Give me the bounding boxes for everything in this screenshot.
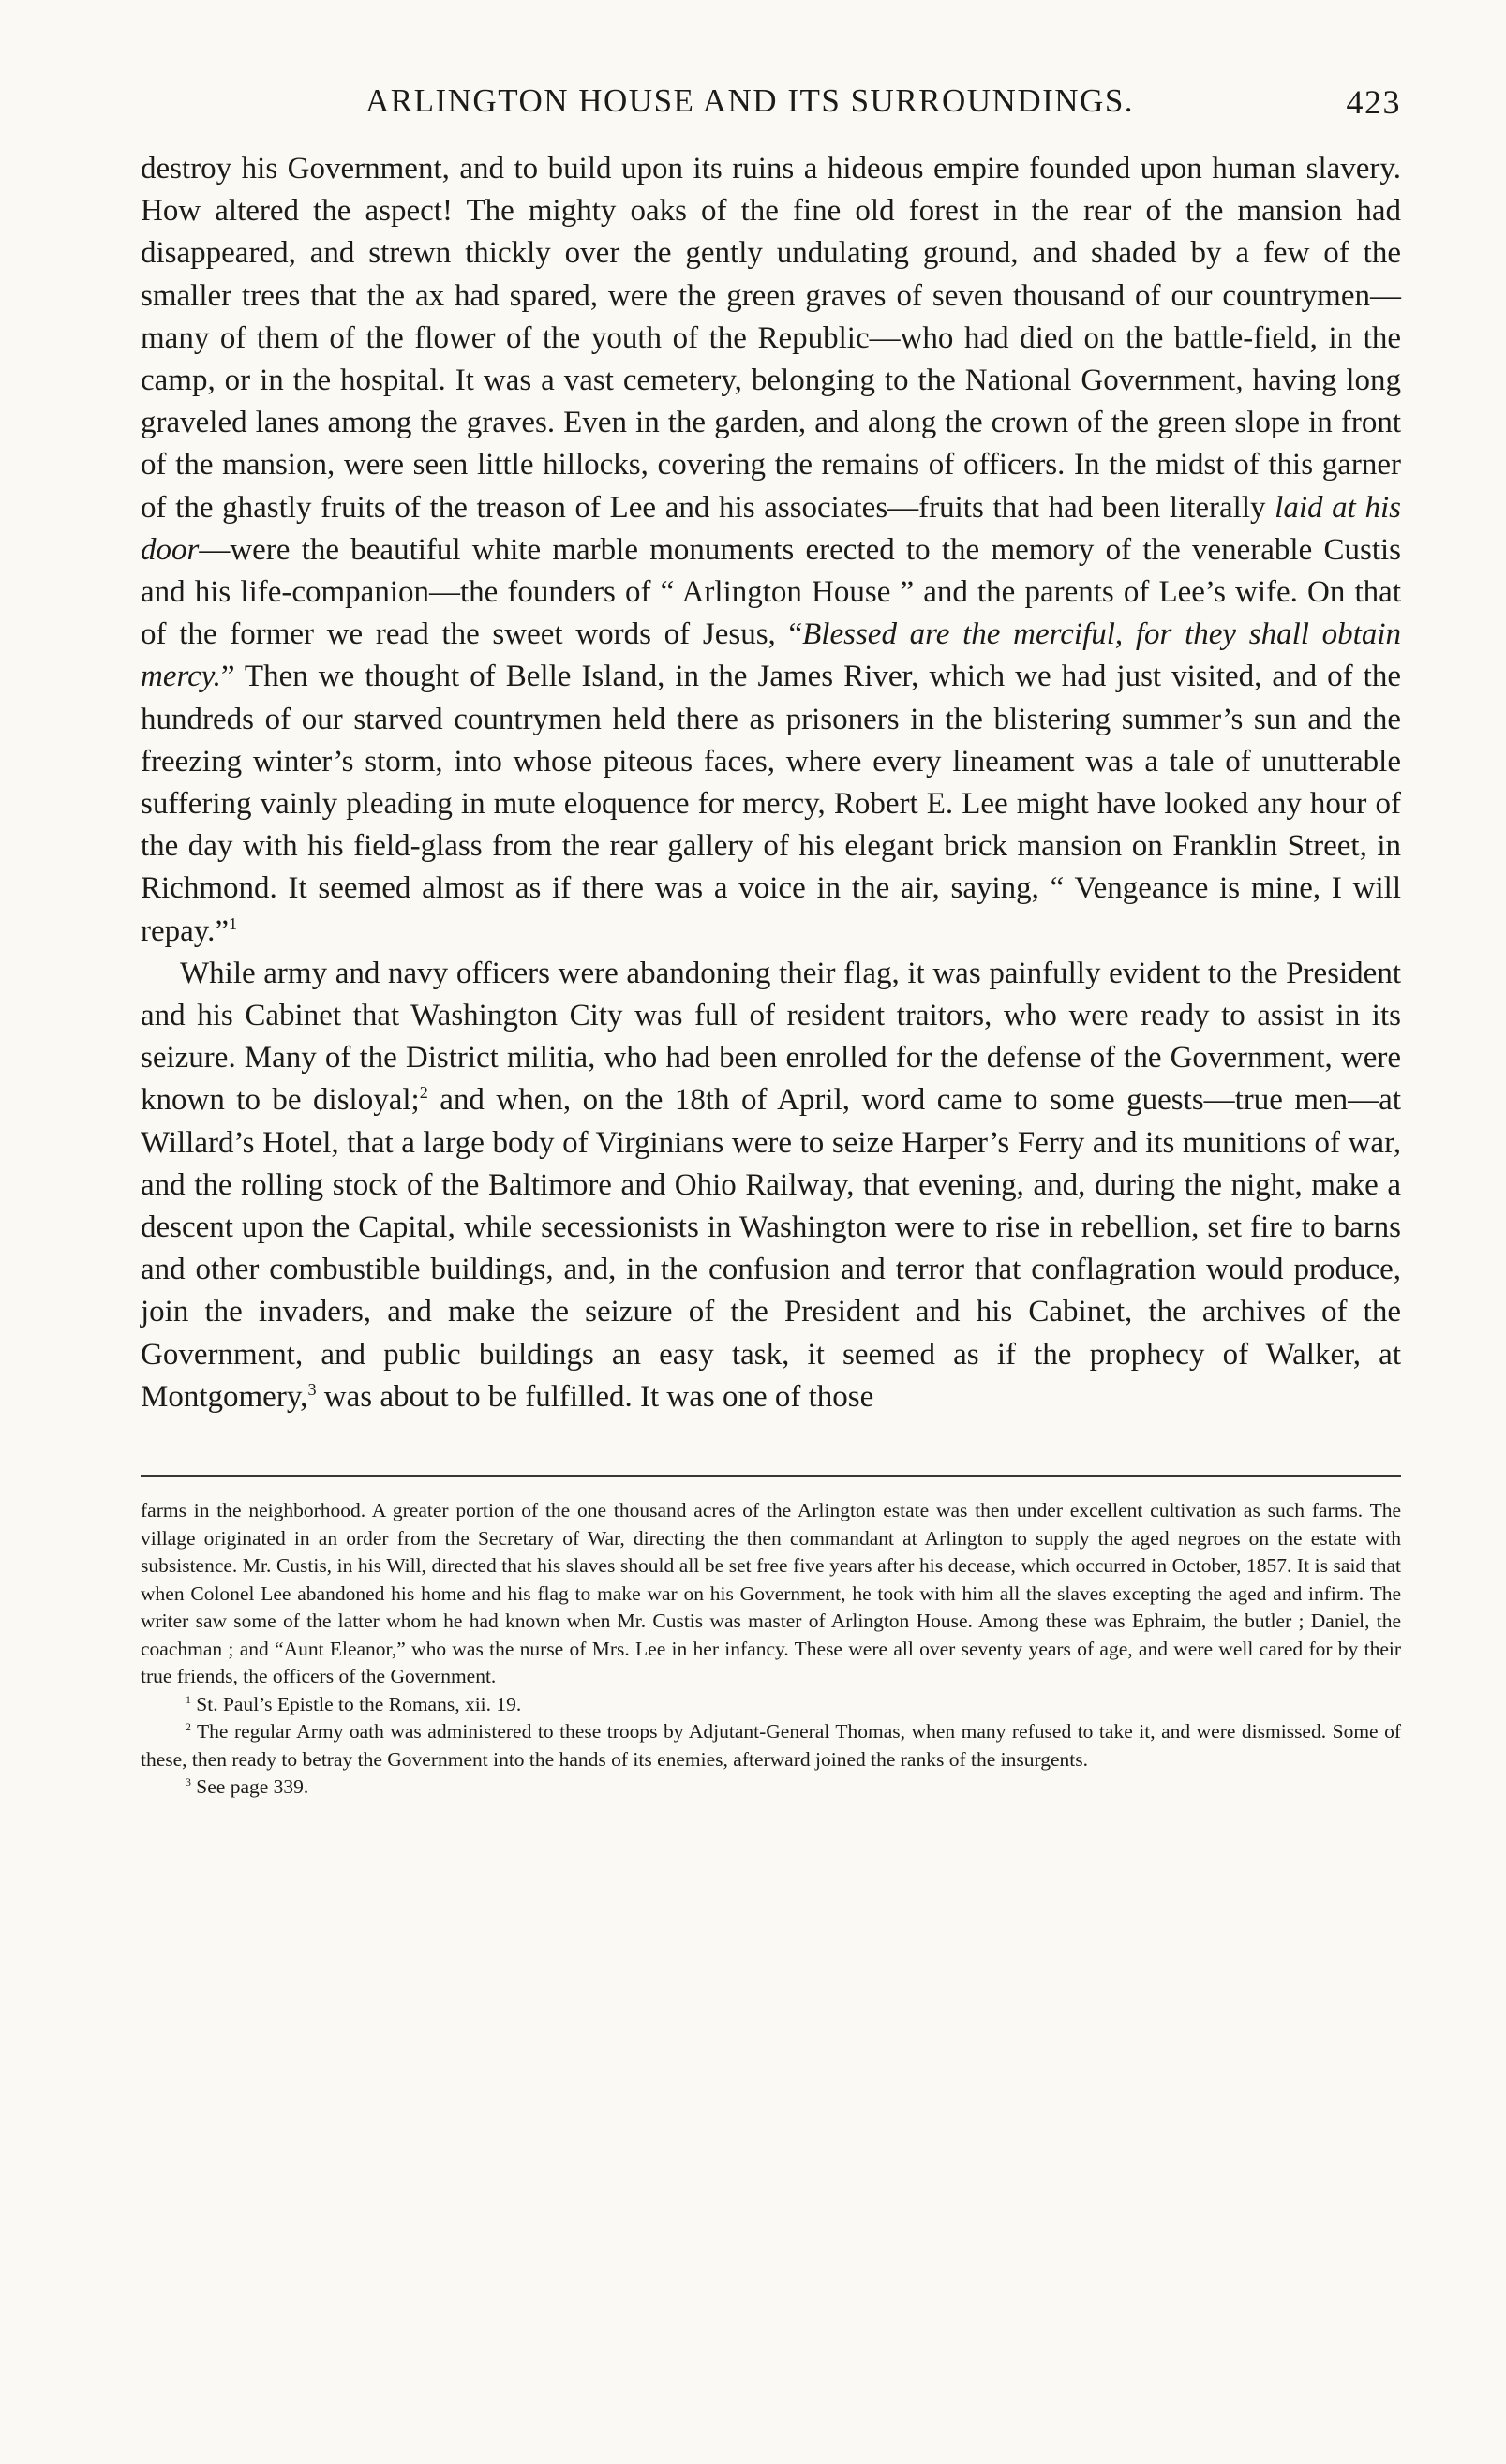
footnote — [141, 1691, 1401, 1719]
footnotes — [141, 1497, 1401, 1802]
book-page — [141, 82, 1401, 1802]
footnote-text: The regular Army oath was administered to these troops by Adjutant-General Thomas, when many refused to take it, and were dismissed. Some of these, then ready to betray the Government into the hands of its enemies, afterward joined the ranks of the insurgents. — [141, 1720, 1401, 1771]
footnote-reference: 3 — [307, 1379, 317, 1399]
text-run: and when, on the 18th of April, word came to some guests—true men—at Willard’s Hotel, that a large body of Virginians were to seize Harper’s Ferry and its munitions of war, and the rolling stock of the Baltimore and Ohio Railway, that evening, and, during the night, make a descent upon the Capital, while secessionists in Washington were to rise in rebellion, set fire to barns and other combustible buildings, and, in the confusion and terror that conflagration would produce, join the invaders, and make the seizure of the President and his Cabinet, the archives of the Government, and public buildings an easy task, it seemed as if the prophecy of Walker, at Montgomery, — [141, 1083, 1401, 1414]
footnote-reference: 1 — [229, 913, 238, 933]
footnote-text: See page 339. — [190, 1775, 309, 1799]
footnote-mark: 2 — [186, 1719, 191, 1733]
paragraph — [141, 148, 1401, 953]
page-header — [141, 82, 1401, 129]
footnote-divider — [141, 1475, 1401, 1477]
footnote-mark: 1 — [186, 1692, 191, 1706]
text-run: ” Then we thought of Belle Island, in the James River, which we had just visited, and of the hundreds of our starved countrymen held there as prisoners in the blistering summer’s sun and the freezing winter’s storm, into whose piteous faces, where every lineament was a tale of unutterable suffering vainly pleading in mute eloquence for mercy, Robert E. Lee might have looked any hour of the day with his field-glass from the rear gallery of his elegant brick mansion on Franklin Street, in Richmond. It seemed almost as if there was a voice in the air, saying, “ Vengeance is mine, I will repay.” — [141, 660, 1401, 948]
italic-text: laid at his door — [141, 490, 1401, 567]
footnote-mark: 3 — [186, 1774, 191, 1789]
footnote-reference: 2 — [419, 1083, 428, 1103]
footnote-continued: farms in the neighborhood. A greater portion of the one thousand acres of the Arlington estate was then under excellent cultivation as such farms. The village originated in an order from the Secretary of War, directing the then commandant at Arlington to supply the aged negroes on the estate with subsistence. Mr. Custis, in his Will, directed that his slaves should all be set free five years after his decease, which occurred in October, 1857. It is said that when Colonel Lee abandoned his home and his flag to make war on his Government, he took with him all the slaves excepting the aged and infirm. The writer saw some of the latter whom he had known when Mr. Custis was master of Arlington House. Among these was Ephraim, the butler ; Daniel, the coachman ; and “Aunt Eleanor,” who was the nurse of Mrs. Lee in her infancy. These were all over seventy years of age, and were well cared for by their true friends, the officers of the Government. — [141, 1499, 1401, 1688]
paragraph — [141, 953, 1401, 1418]
main-text — [141, 148, 1401, 1418]
page-number: 423 — [1346, 83, 1401, 121]
text-run: destroy his Government, and to build upon its ruins a hideous empire founded upon human slavery. How altered the aspect! The mighty oaks of the fine old forest in the rear of the mansion had disappeared, and strewn thickly over the gently undulating ground, and shaded by a few of the smaller trees that the ax had spared, were the green graves of seven thousand of our countrymen—many of them of the flower of the youth of the Republic—who had died on the battle-field, in the camp, or in the hospital. It was a vast cemetery, belonging to the National Government, having long graveled lanes among the graves. Even in the garden, and along the crown of the green slope in front of the mansion, were seen little hillocks, covering the remains of officers. In the midst of this garner of the ghastly fruits of the treason of Lee and his associates—fruits that had been literally — [141, 152, 1401, 525]
running-head: ARLINGTON HOUSE AND ITS SURROUNDINGS. — [365, 82, 1135, 119]
italic-quote: Blessed are the merciful, for they shall obtain mercy. — [141, 617, 1401, 694]
text-run: —were the beautiful white marble monuments erected to the memory of the venerable Custis and his life-companion—the founders of “ Arlington House ” and the parents of Lee’s wife. On that of the former we read the sweet words of Jesus, “ — [141, 532, 1401, 652]
footnote-text: St. Paul’s Epistle to the Romans, xii. 19. — [190, 1692, 522, 1715]
footnote — [141, 1774, 1401, 1802]
footnote — [141, 1718, 1401, 1774]
text-run: While army and navy officers were abandoning their flag, it was painfully evident to the President and his Cabinet that Washington City was full of resident traitors, who were ready to assist in its seizure. Many of the District militia, who had been enrolled for the defense of the Government, were known to be disloyal; — [141, 956, 1401, 1118]
text-run: was about to be fulfilled. It was one of those — [316, 1379, 874, 1414]
